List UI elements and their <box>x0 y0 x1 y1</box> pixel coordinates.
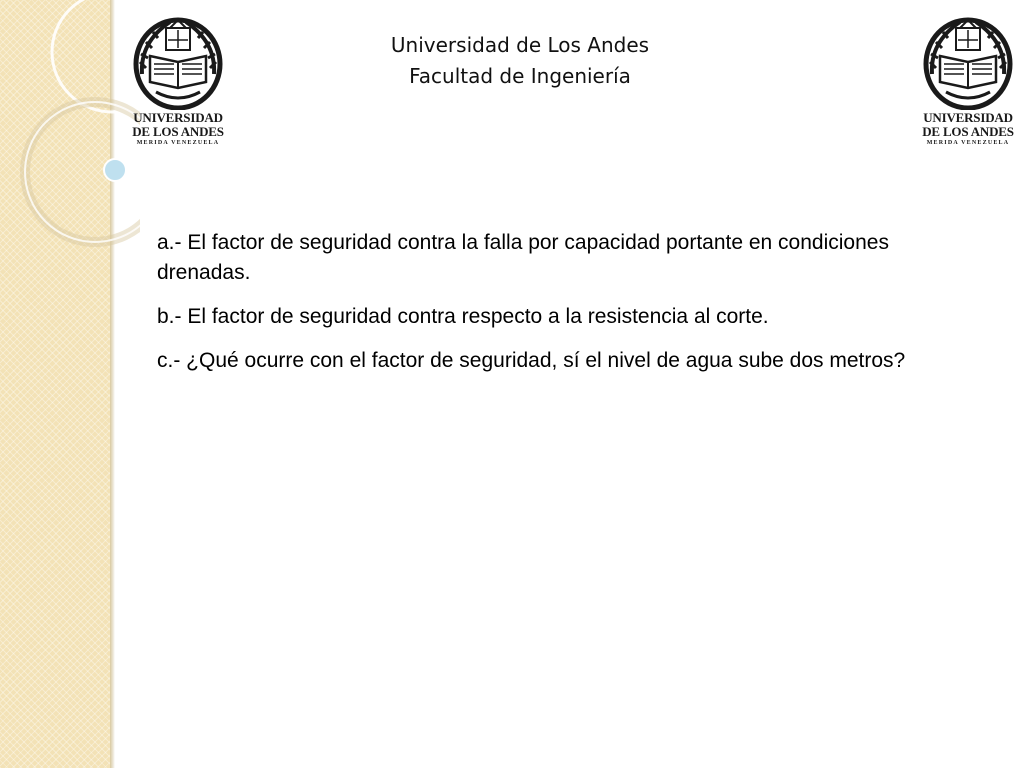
university-logo-left <box>130 12 226 152</box>
faculty-name: Facultad de Ingeniería <box>409 64 631 88</box>
logo-text-line1: UNIVERSIDAD <box>923 110 1013 125</box>
logo-text-line2: DE LOS ANDES <box>132 124 224 139</box>
logo-text-line2: DE LOS ANDES <box>922 124 1014 139</box>
header <box>330 30 710 92</box>
logo-text-line1: UNIVERSIDAD <box>133 110 223 125</box>
university-logo-right <box>920 12 1016 152</box>
question-item-b: b.- El factor de seguridad contra respecto a la resistencia al corte. <box>157 305 769 328</box>
logo-text-line3: MERIDA VENEZUELA <box>136 140 220 146</box>
question-item-a: a.- El factor de seguridad contra la falla por capacidad portante en condiciones drenadas. <box>157 231 889 284</box>
university-name: Universidad de Los Andes <box>390 33 650 57</box>
logo-text-line3: MERIDA VENEZUELA <box>926 140 1010 146</box>
accent-dot <box>104 159 126 181</box>
question-item-c: c.- ¿Qué ocurre con el factor de seguridad, sí el nivel de agua sube dos metros? <box>157 349 906 372</box>
question-list <box>157 228 937 390</box>
university-seal-icon <box>130 12 226 110</box>
decorative-arcs <box>0 0 140 260</box>
university-seal-icon <box>920 12 1016 110</box>
